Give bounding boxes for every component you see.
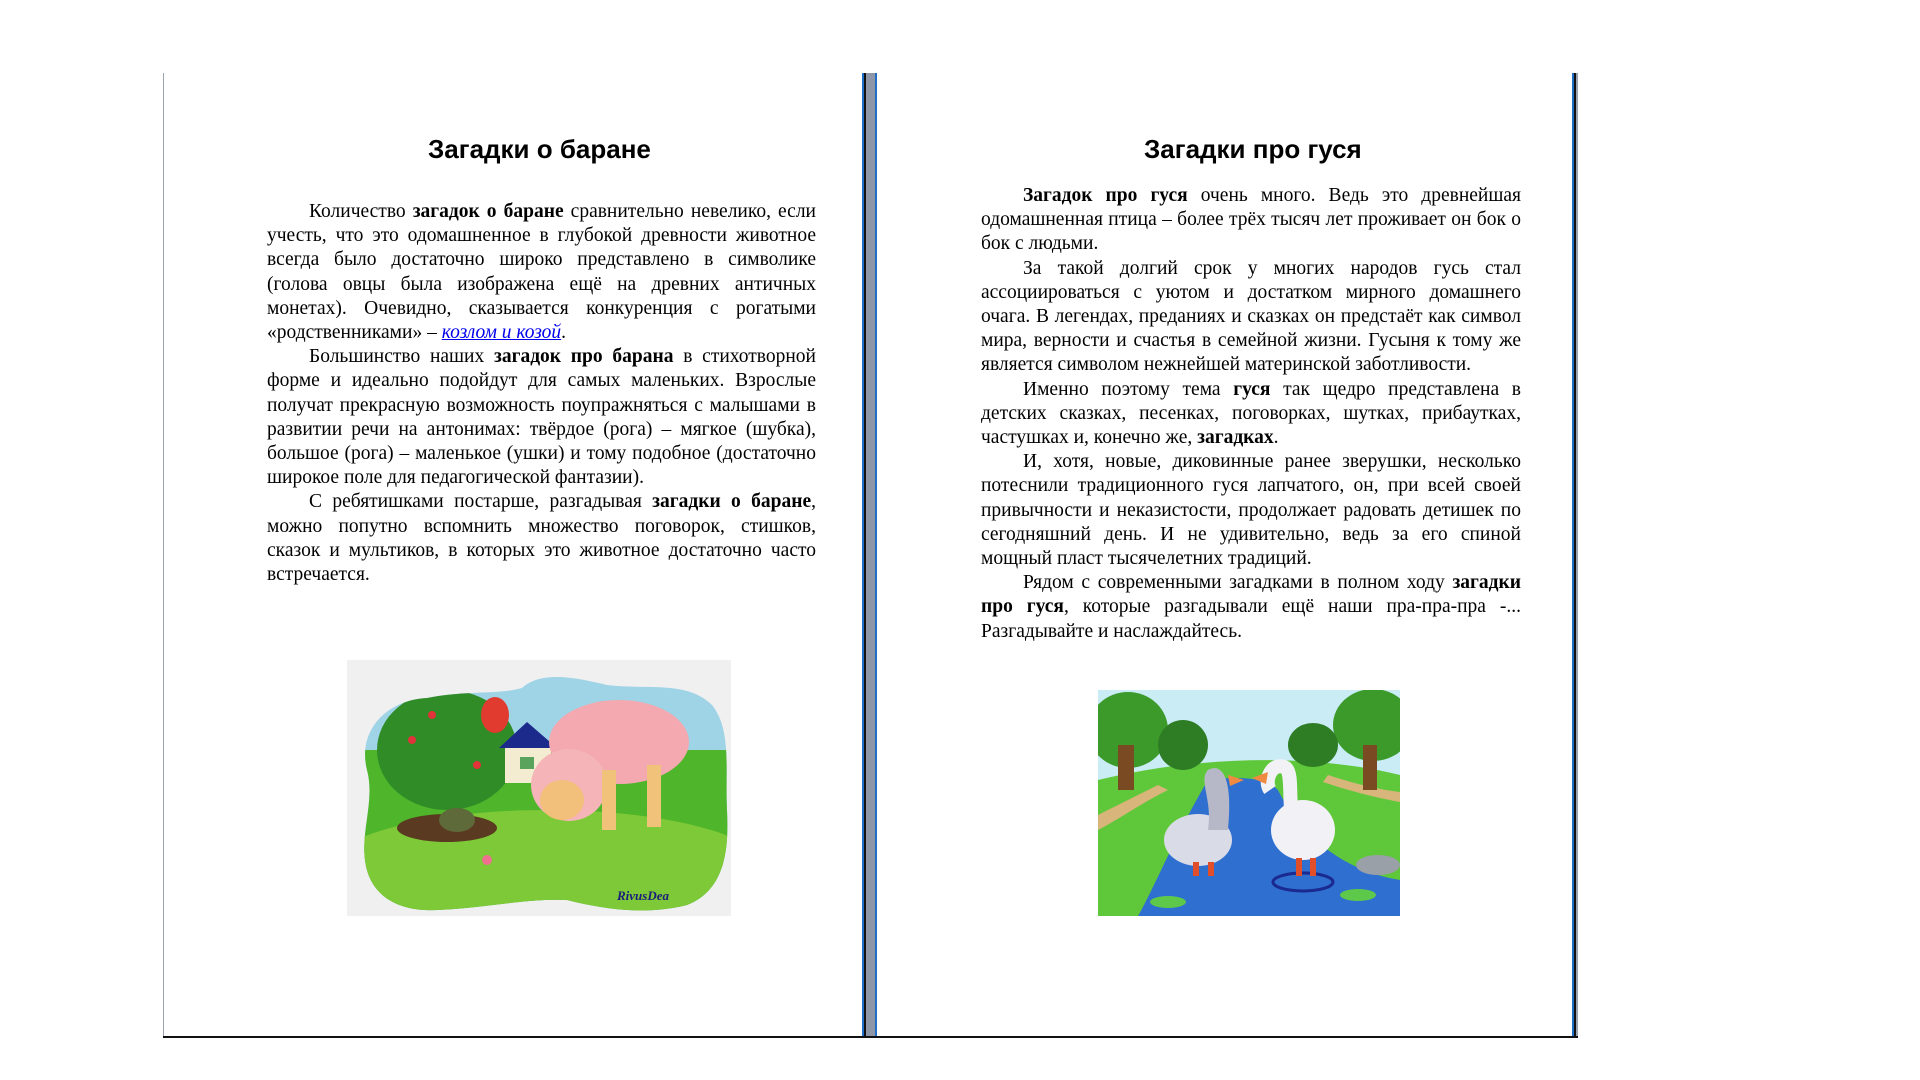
paragraph (981, 378, 1521, 451)
image-watermark: RivusDea (617, 888, 669, 903)
right-page-title: Загадки про гуся (1144, 134, 1362, 164)
paragraph (981, 184, 1521, 257)
text-run: , можно попутно вспомнить множество поговорок, стишков, сказок и мультиков, в которых это животное достаточно часто встречается. (267, 491, 816, 586)
text-run: Количество (309, 201, 413, 222)
inline-link[interactable]: козлом и козой (441, 322, 562, 344)
text-run: в стихотворной форме и идеально подойдут для самых маленьких. Взрослые получат прекрасную возможность поупражняться с малышами в развитии речи на антонимах: твёрдое (рога) – мягкое (шубка), большое (рога) – маленькое (ушки) и тому подобное (достаточно широкое поле для педагогической фантазии). (267, 346, 816, 489)
page-bottom-border (163, 1036, 1578, 1038)
sheep-illustration (347, 660, 731, 916)
bold-keyword: загадки о баране (652, 491, 812, 513)
bold-keyword: Загадок про гуся (1023, 185, 1188, 206)
paragraph (267, 490, 816, 587)
paragraph (981, 257, 1521, 378)
left-page-body (267, 200, 816, 587)
text-run: Большинство наших (309, 346, 494, 368)
right-page-border (1572, 73, 1578, 1038)
left-page-title: Загадки о баране (428, 134, 651, 164)
text-run: . (1273, 427, 1279, 449)
bold-keyword: загадках (1197, 427, 1274, 449)
page-spread-divider (862, 73, 877, 1038)
right-page-body (981, 184, 1521, 644)
text-run: С ребятишками постарше, разгадывая (309, 491, 653, 513)
bold-keyword: гуся (1233, 378, 1271, 400)
text-run: И, хотя, новые, диковинные ранее зверушки, несколько потеснили традиционного гуся лапчатого, он, при всей своей привычности и неказистости, продолжает радовать детишек по сегодняшний день. И не удивительно, ведь за его спиной мощный пласт тысячелетних традиций. (981, 451, 1521, 570)
text-run: , которые разгадывали ещё наши пра-пра-пра -... Разгадывайте и наслаждайтесь. (981, 596, 1521, 642)
paragraph (267, 345, 816, 490)
text-run: очень много. Ведь это древнейшая одомашненная птица – более трёх тысяч лет проживает он бок о бок с людьми. (981, 185, 1521, 255)
text-run: сравнительно невелико, если учесть, что это одомашненное в глубокой древности животное всегда было достаточно широко представлено в символике (голова овцы была изображена ещё на древних античных монетах). Очевидно, сказывается конкуренция с рогатыми «родственниками» – (267, 201, 816, 344)
text-run: Рядом с современными загадками в полном ходу (1023, 572, 1453, 594)
paragraph (981, 450, 1521, 571)
text-run: так щедро представлена в детских сказках, песенках, поговорках, шутках, прибаутках, частушках и, конечно же, (981, 378, 1522, 449)
text-run: Именно поэтому тема (1023, 378, 1234, 400)
text-run: . (561, 322, 566, 344)
geese-illustration (1098, 690, 1400, 916)
bold-keyword: загадок о баране (412, 201, 564, 222)
bold-keyword: загадки про гуся (981, 572, 1521, 618)
paragraph (267, 200, 816, 345)
paragraph (981, 571, 1521, 644)
bold-keyword: загадок про барана (494, 346, 674, 368)
text-run: За такой долгий срок у многих народов гусь стал ассоциироваться с уютом и достатком мирного домашнего очага. В легендах, преданиях и сказках он предстаёт как символ мира, верности и счастья в семейной жизни. Гусыня к тому же является символом нежнейшей материнской заботливости. (981, 257, 1521, 376)
